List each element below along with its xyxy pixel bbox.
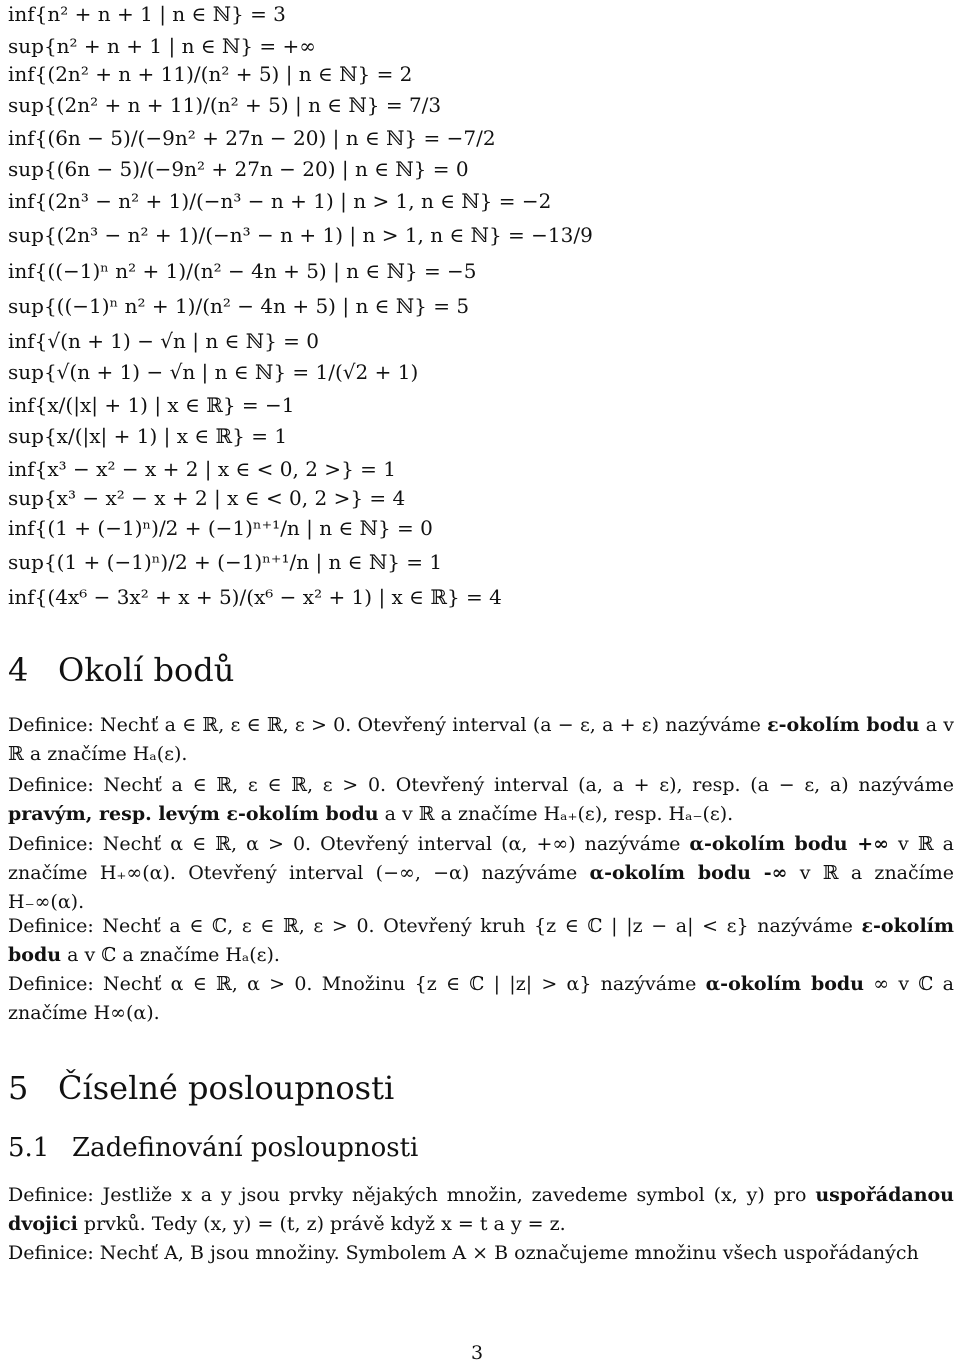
definition-block xyxy=(8,1239,954,1268)
term-bold: uspořádanou dvojici xyxy=(8,1184,954,1235)
formula-line: inf{√(n + 1) − √n | n ∈ ℕ} = 0 xyxy=(8,329,319,353)
formula-line: inf{x³ − x² − x + 2 | x ∈ < 0, 2 >} = 1 xyxy=(8,457,396,481)
formula-line: sup{(1 + (−1)ⁿ)/2 + (−1)ⁿ⁺¹/n | n ∈ ℕ} = 1 xyxy=(8,550,443,574)
definition-text: Definice: Nechť a ∈ ℂ, ε ∈ ℝ, ε > 0. Otevřený kruh {z ∈ ℂ | |z − a| < ε} nazýváme xyxy=(8,915,862,937)
term-bold: α-okolím bodu xyxy=(705,973,864,995)
definition-text: a v ℝ a značíme Hₐ₊(ε), resp. Hₐ₋(ε). xyxy=(378,803,734,825)
definition-text: Definice: Nechť a ∈ ℝ, ε ∈ ℝ, ε > 0. Otevřený interval (a, a + ε), resp. (a − ε, a) nazýváme xyxy=(8,774,954,796)
definition-text: a v ℂ a značíme Hₐ(ε). xyxy=(61,944,280,966)
definition-block xyxy=(8,1181,954,1239)
definition-text: Definice: Nechť α ∈ ℝ, α > 0. Množinu {z ∈ ℂ | |z| > α} nazýváme xyxy=(8,973,706,995)
section-number: 5 xyxy=(8,1069,29,1107)
definition-text: Definice: Nechť A, B jsou množiny. Symbolem A × B označujeme množinu všech uspořádaných xyxy=(8,1242,919,1264)
term-bold: α-okolím bodu +∞ xyxy=(689,833,889,855)
definition-text: Definice: Nechť α ∈ ℝ, α > 0. Otevřený interval (α, +∞) nazýváme xyxy=(8,833,690,855)
definition-text: Definice: Jestliže x a y jsou prvky nějakých množin, zavedeme symbol (x, y) pro xyxy=(8,1184,816,1206)
formula-line: inf{(6n − 5)/(−9n² + 27n − 20) | n ∈ ℕ} = −7/2 xyxy=(8,126,496,150)
term-bold: α-okolím bodu -∞ xyxy=(589,862,788,884)
section-title: Číselné posloupnosti xyxy=(58,1069,395,1107)
formula-line: inf{x/(|x| + 1) | x ∈ ℝ} = −1 xyxy=(8,393,295,417)
formula-line: sup{x/(|x| + 1) | x ∈ ℝ} = 1 xyxy=(8,424,288,448)
definition-text: v ℝ a značíme H₊∞(α). Otevřený interval (−∞, −α) nazýváme xyxy=(8,833,955,884)
definition-block xyxy=(8,711,954,769)
section-title: Okolí bodů xyxy=(58,651,235,689)
definition-text: a v ℝ a značíme Hₐ(ε). xyxy=(8,714,955,765)
section-heading-4 xyxy=(8,650,234,690)
page-number: 3 xyxy=(471,1342,484,1364)
formula-line: sup{n² + n + 1 | n ∈ ℕ} = +∞ xyxy=(8,34,316,58)
formula-line: inf{(1 + (−1)ⁿ)/2 + (−1)ⁿ⁺¹/n | n ∈ ℕ} = 0 xyxy=(8,516,433,540)
formula-line: sup{((−1)ⁿ n² + 1)/(n² − 4n + 5) | n ∈ ℕ} = 5 xyxy=(8,294,470,318)
formula-line: sup{(6n − 5)/(−9n² + 27n − 20) | n ∈ ℕ} = 0 xyxy=(8,157,469,181)
formula-line: sup{x³ − x² − x + 2 | x ∈ < 0, 2 >} = 4 xyxy=(8,486,406,510)
definition-block xyxy=(8,771,954,829)
section-heading-5 xyxy=(8,1068,394,1108)
formula-line: inf{(4x⁶ − 3x² + x + 5)/(x⁶ − x² + 1) | x ∈ ℝ} = 4 xyxy=(8,585,502,609)
definition-text: ∞ v ℂ a značíme H∞(α). xyxy=(8,973,954,1024)
formula-line: inf{(2n³ − n² + 1)/(−n³ − n + 1) | n > 1, n ∈ ℕ} = −2 xyxy=(8,189,552,213)
formula-line: sup{√(n + 1) − √n | n ∈ ℕ} = 1/(√2 + 1) xyxy=(8,360,419,384)
formula-line: inf{((−1)ⁿ n² + 1)/(n² − 4n + 5) | n ∈ ℕ} = −5 xyxy=(8,259,477,283)
term-bold: ε-okolím bodu xyxy=(8,915,954,966)
formula-list xyxy=(8,0,593,615)
definition-text: v ℝ a značíme H₋∞(α). xyxy=(8,862,954,913)
definition-block xyxy=(8,970,954,1028)
formula-line: inf{(2n² + n + 11)/(n² + 5) | n ∈ ℕ} = 2 xyxy=(8,62,413,86)
formula-line: sup{(2n² + n + 11)/(n² + 5) | n ∈ ℕ} = 7/3 xyxy=(8,93,442,117)
definition-text: Definice: Nechť a ∈ ℝ, ε ∈ ℝ, ε > 0. Otevřený interval (a − ε, a + ε) nazýváme xyxy=(8,714,768,736)
formula-line: sup{(2n³ − n² + 1)/(−n³ − n + 1) | n > 1, n ∈ ℕ} = −13/9 xyxy=(8,223,593,247)
term-bold: pravým, resp. levým ε-okolím bodu xyxy=(8,803,379,825)
definition-block xyxy=(8,912,954,970)
definition-block xyxy=(8,830,954,917)
subsection-number: 5.1 xyxy=(8,1133,50,1163)
section-number: 4 xyxy=(8,651,29,689)
formula-line: inf{n² + n + 1 | n ∈ ℕ} = 3 xyxy=(8,2,286,26)
subsection-title: Zadefinování posloupnosti xyxy=(72,1133,419,1163)
term-bold: ε-okolím bodu xyxy=(767,714,920,736)
subsection-heading-5-1 xyxy=(8,1132,418,1164)
definition-text: prvků. Tedy (x, y) = (t, z) právě když x = t a y = z. xyxy=(77,1213,566,1235)
